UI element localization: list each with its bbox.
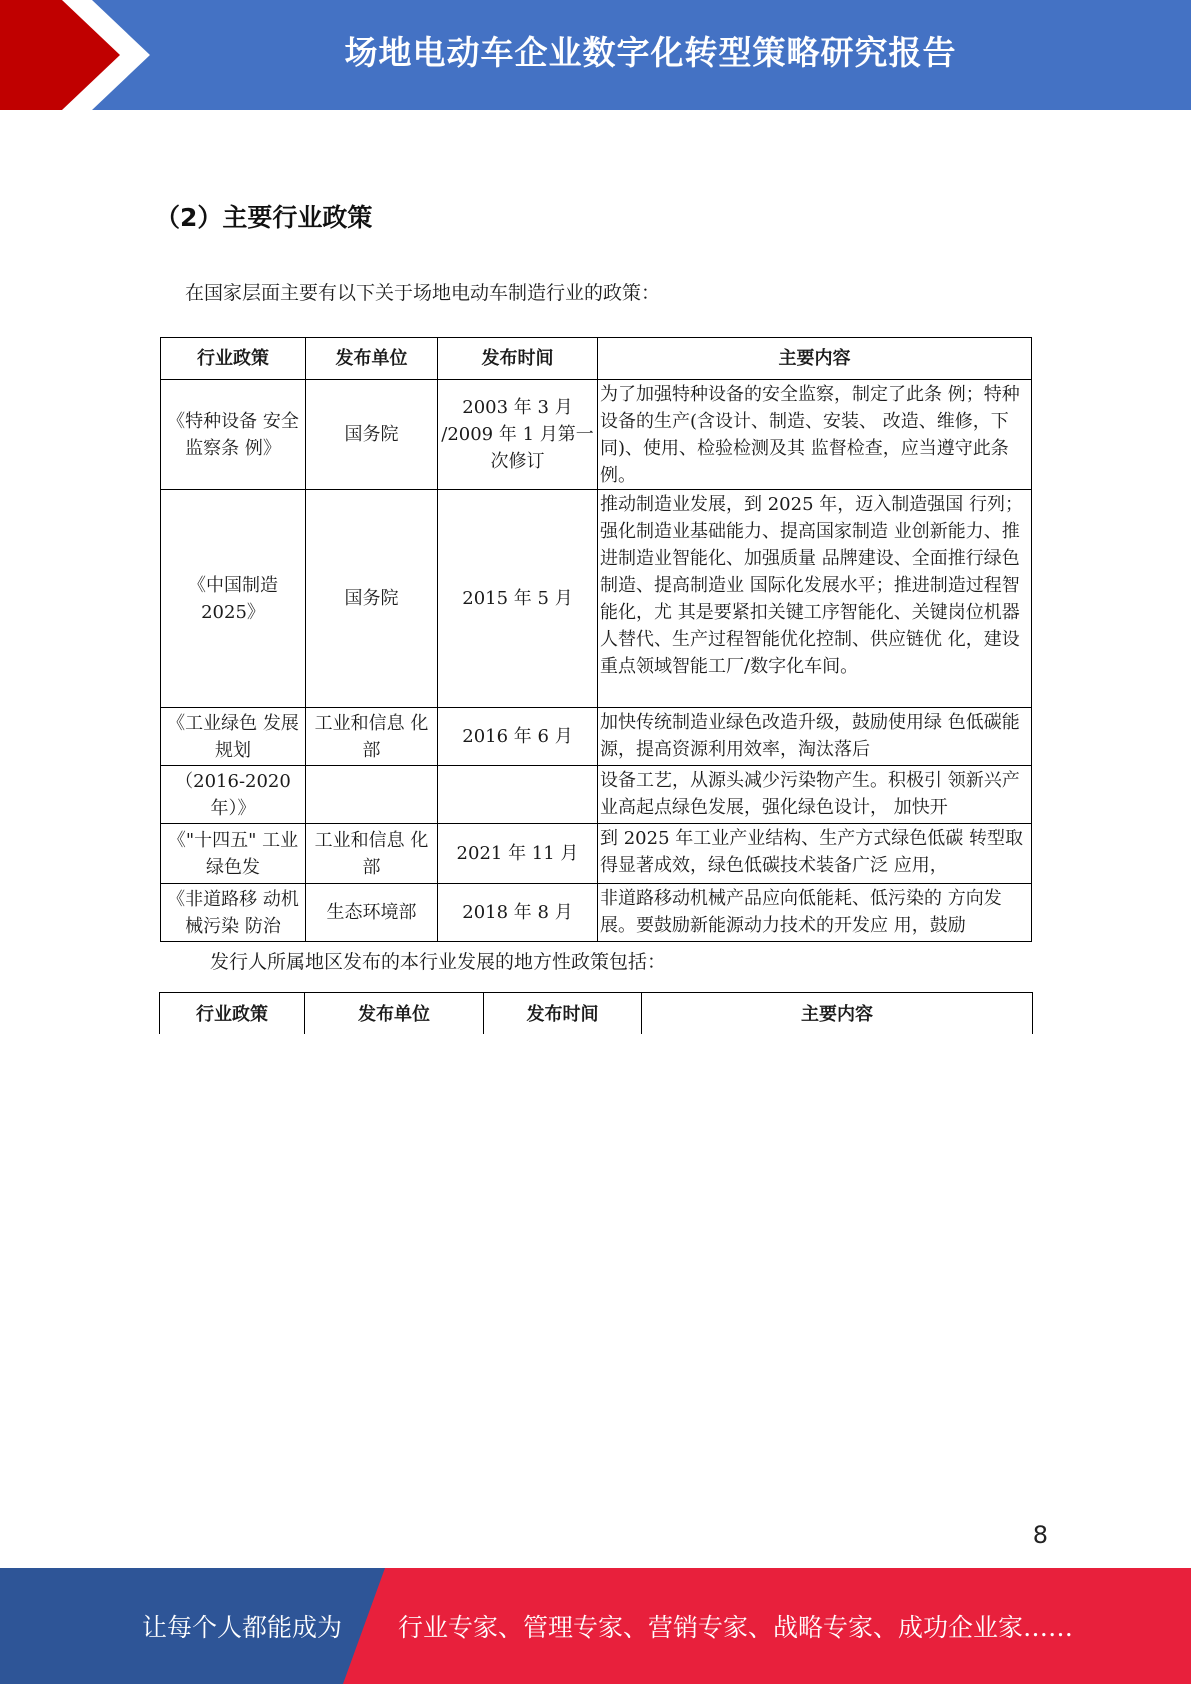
table-row	[161, 884, 1032, 942]
local-policy-intro: 发行人所属地区发布的本行业发展的地方性政策包括：	[210, 951, 667, 973]
policy-date: 2003 年 3 月 /2009 年 1 月第一次修订	[438, 380, 598, 490]
policy-content: 为了加强特种设备的安全监察，制定了此条 例；特种设备的生产(含设计、制造、安装、 改造、维修，下同)、使用、检验检测及其 监督检查，应当遵守此条例。	[598, 380, 1032, 490]
policy-issuer: 国务院	[306, 490, 438, 708]
table-header-row	[161, 338, 1032, 380]
policy-name: 《"十四五" 工业绿色发	[161, 824, 306, 884]
table-row	[161, 490, 1032, 708]
national-policy-table	[160, 337, 1032, 942]
table-row	[161, 824, 1032, 884]
policy-date: 2015 年 5 月	[438, 490, 598, 708]
header-date: 发布时间	[438, 338, 598, 380]
local-policy-table	[159, 992, 1033, 1034]
policy-issuer	[306, 766, 438, 824]
policy-date: 2021 年 11 月	[438, 824, 598, 884]
section-title: （2）主要行业政策	[155, 203, 373, 232]
policy-content: 非道路移动机械产品应向低能耗、低污染的 方向发展。要鼓励新能源动力技术的开发应 用，鼓励	[598, 884, 1032, 942]
policy-issuer: 国务院	[306, 380, 438, 490]
table-header-row	[160, 993, 1033, 1035]
header-policy: 行业政策	[161, 338, 306, 380]
policy-date: 2016 年 6 月	[438, 708, 598, 766]
policy-name: 《非道路移 动机械污染 防治	[161, 884, 306, 942]
table-row	[161, 380, 1032, 490]
footer-slogan-right: 行业专家、管理专家、营销专家、战略专家、成功企业家……	[398, 1613, 1074, 1642]
header-content: 主要内容	[642, 993, 1033, 1035]
policy-content: 加快传统制造业绿色改造升级，鼓励使用绿 色低碳能源，提高资源利用效率，淘汰落后	[598, 708, 1032, 766]
page-number: 8	[1032, 1521, 1048, 1549]
local-policy-table-wrap	[159, 992, 1033, 1034]
policy-content: 设备工艺，从源头减少污染物产生。积极引 领新兴产业高起点绿色发展，强化绿色设计， 加快开	[598, 766, 1032, 824]
header-policy: 行业政策	[160, 993, 305, 1035]
policy-name: 《中国制造 2025》	[161, 490, 306, 708]
footer-slogan-left: 让每个人都能成为	[142, 1613, 343, 1642]
policy-issuer: 工业和信息 化部	[306, 708, 438, 766]
policy-name: 《工业绿色 发展规划	[161, 708, 306, 766]
policy-date	[438, 766, 598, 824]
header-content: 主要内容	[598, 338, 1032, 380]
header-issuer: 发布单位	[306, 338, 438, 380]
table-row	[161, 708, 1032, 766]
policy-content: 推动制造业发展，到 2025 年，迈入制造强国 行列；强化制造业基础能力、提高国家制造 业创新能力、推进制造业智能化、加强质量 品牌建设、全面推行绿色制造、提高制造业 国际化发展水平；推进制造过程智能化，尤 其是要紧扣关键工序智能化、关键岗位机器 人替代、生产过程智能优化控制、供应链优 化，建设重点领域智能工厂/数字化车间。	[598, 490, 1032, 708]
policy-issuer: 工业和信息 化部	[306, 824, 438, 884]
policy-name: 《特种设备 安全监察条 例》	[161, 380, 306, 490]
header-banner	[0, 0, 1191, 110]
header-date: 发布时间	[484, 993, 642, 1035]
policy-name: （2016-2020 年）》	[161, 766, 306, 824]
section-intro: 在国家层面主要有以下关于场地电动车制造行业的政策：	[185, 282, 661, 304]
report-title: 场地电动车企业数字化转型策略研究报告	[344, 33, 957, 72]
table-row	[161, 766, 1032, 824]
policy-content: 到 2025 年工业产业结构、生产方式绿色低碳 转型取得显著成效，绿色低碳技术装备广泛 应用，	[598, 824, 1032, 884]
header-issuer: 发布单位	[305, 993, 484, 1035]
policy-date: 2018 年 8 月	[438, 884, 598, 942]
policy-issuer: 生态环境部	[306, 884, 438, 942]
footer-banner	[0, 1568, 1191, 1684]
